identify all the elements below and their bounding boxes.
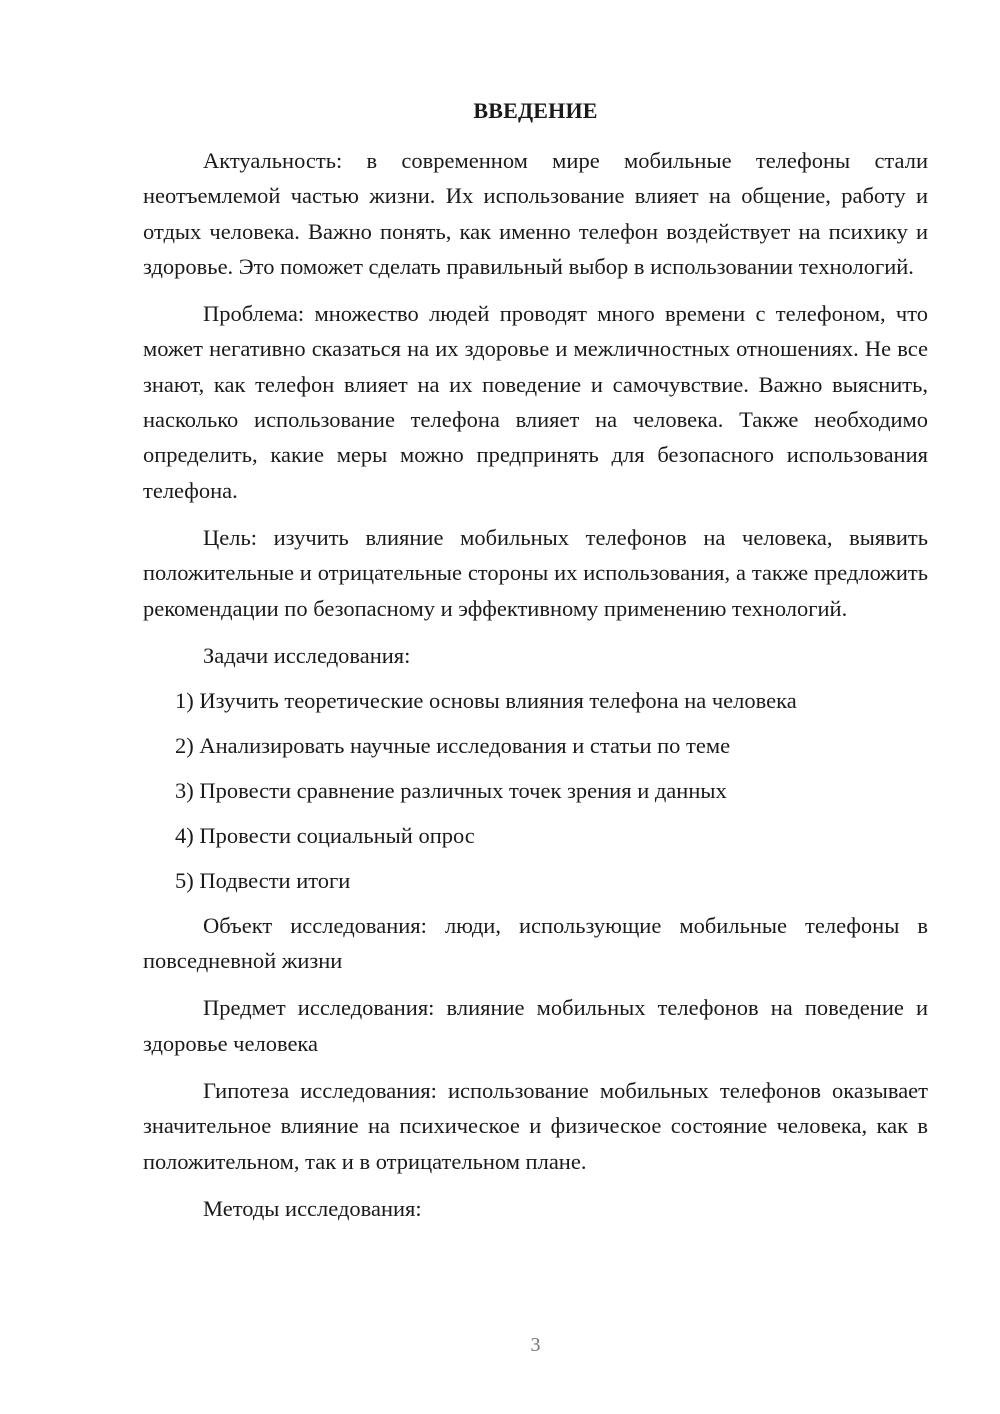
list-item: 4) Провести социальный опрос bbox=[175, 822, 475, 848]
paragraph-hypothesis: Гипотеза исследования: использование мобильных телефонов оказывает значительное влияние на психическое и физическое состояние человека, как в положительном, так и в отрицательном плане. bbox=[143, 1077, 928, 1174]
document-body bbox=[143, 143, 928, 1238]
page-number: 3 bbox=[530, 1334, 541, 1356]
list-item: 3) Провести сравнение различных точек зрения и данных bbox=[175, 777, 727, 803]
methods-heading: Методы исследования: bbox=[203, 1195, 422, 1221]
section-title: ВВЕДЕНИЕ bbox=[473, 98, 598, 123]
tasks-list bbox=[143, 683, 928, 898]
paragraph-goal: Цель: изучить влияние мобильных телефонов на человека, выявить положительные и отрицательные стороны их использования, а также предложить рекомендации по безопасному и эффективному применению технологий. bbox=[143, 524, 928, 621]
document-page bbox=[143, 0, 928, 1414]
paragraph-problem: Проблема: множество людей проводят много времени с телефоном, что может негативно сказаться на их здоровье и межличностных отношениях. Не все знают, как телефон влияет на их поведение и самочувствие. Важно выяснить, насколько использование телефона влияет на человека. Также необходимо определить, какие меры можно предпринять для безопасного использования телефона. bbox=[143, 301, 928, 503]
list-item: 5) Подвести итоги bbox=[175, 867, 351, 893]
tasks-heading: Задачи исследования: bbox=[203, 642, 411, 668]
paragraph-object: Объект исследования: люди, использующие мобильные телефоны в повседневной жизни bbox=[143, 912, 928, 974]
paragraph-relevance: Актуальность: в современном мире мобильные телефоны стали неотъемлемой частью жизни. Их использование влияет на общение, работу и отдых человека. Важно понять, как именно телефон воздействует на психику и здоровье. Это поможет сделать правильный выбор в использовании технологий. bbox=[143, 148, 928, 279]
list-item: 2) Анализировать научные исследования и статьи по теме bbox=[175, 732, 731, 758]
paragraph-subject: Предмет исследования: влияние мобильных телефонов на поведение и здоровье человека bbox=[143, 995, 928, 1056]
list-item: 1) Изучить теоретические основы влияния телефона на человека bbox=[175, 687, 797, 713]
